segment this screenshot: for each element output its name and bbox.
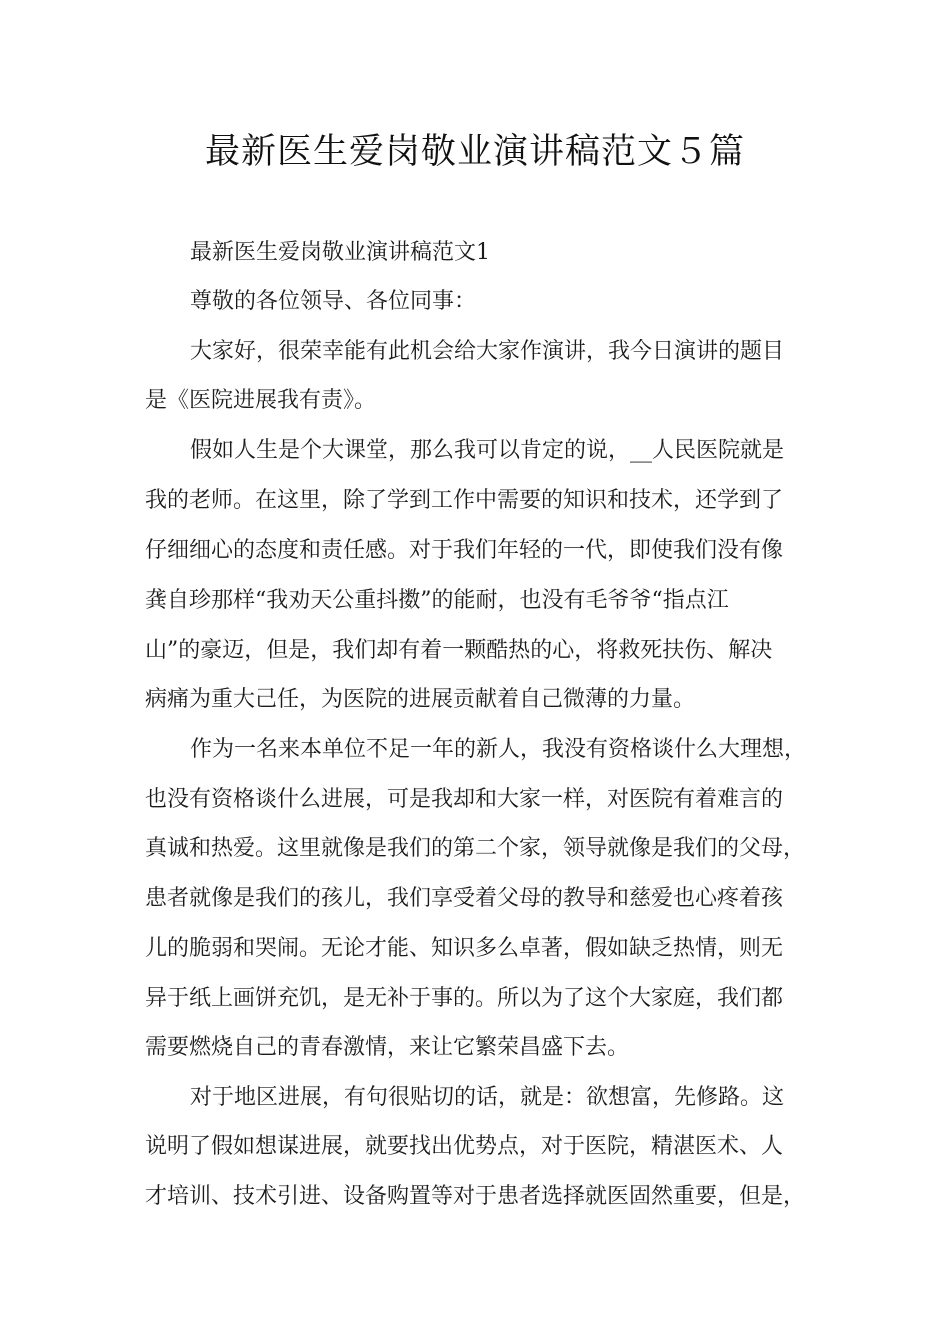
document-title: 最新医生爱岗敬业演讲稿范文５篇 bbox=[204, 132, 745, 172]
paragraph-line: 仔细细心的态度和责任感。对于我们年轻的一代，即使我们没有像 bbox=[145, 538, 784, 563]
paragraph-line: 异于纸上画饼充饥，是无补于事的。所以为了这个大家庭，我们都 bbox=[145, 986, 784, 1011]
paragraph-line: 也没有资格谈什么进展，可是我却和大家一样，对医院有着难言的 bbox=[145, 787, 784, 812]
paragraph-line: 患者就像是我们的孩儿，我们享受着父母的教导和慈爱也心疼着孩 bbox=[145, 886, 784, 911]
salutation-line: 尊敬的各位领导、各位同事： bbox=[190, 289, 477, 314]
paragraph-line: 作为一名来本单位不足一年的新人，我没有资格谈什么大理想， bbox=[190, 737, 807, 762]
paragraph-line: 大家好，很荣幸能有此机会给大家作演讲，我今日演讲的题目 bbox=[190, 339, 785, 364]
paragraph-line: 真诚和热爱。这里就像是我们的第二个家，领导就像是我们的父母， bbox=[145, 836, 806, 861]
paragraph-line: 山”的豪迈，但是，我们却有着一颗酷热的心，将救死扶伤、解决 bbox=[145, 638, 773, 663]
paragraph-line: 儿的脆弱和哭闹。无论才能、知识多么卓著，假如缺乏热情，则无 bbox=[145, 936, 784, 961]
subtitle-line: 最新医生爱岗敬业演讲稿范文1 bbox=[190, 240, 490, 265]
paragraph-line: 假如人生是个大课堂，那么我可以肯定的说，__人民医院就是 bbox=[190, 438, 785, 463]
paragraph-line: 龚自珍那样“我劝天公重抖擞”的能耐，也没有毛爷爷“指点江 bbox=[145, 588, 729, 613]
paragraph-line: 对于地区进展，有句很贴切的话，就是：欲想富，先修路。这 bbox=[190, 1085, 785, 1110]
paragraph-line: 需要燃烧自己的青春激情，来让它繁荣昌盛下去。 bbox=[145, 1035, 630, 1060]
paragraph-line: 是《医院进展我有责》。 bbox=[145, 388, 377, 413]
paragraph-line: 说明了假如想谋进展，就要找出优势点，对于医院，精湛医术、人 bbox=[145, 1134, 784, 1159]
paragraph-line: 才培训、技术引进、设备购置等对于患者选择就医固然重要，但是， bbox=[145, 1184, 806, 1209]
paragraph-line: 我的老师。在这里，除了学到工作中需要的知识和技术，还学到了 bbox=[145, 488, 784, 513]
paragraph-line: 病痛为重大己任，为医院的进展贡献着自己微薄的力量。 bbox=[145, 687, 696, 712]
